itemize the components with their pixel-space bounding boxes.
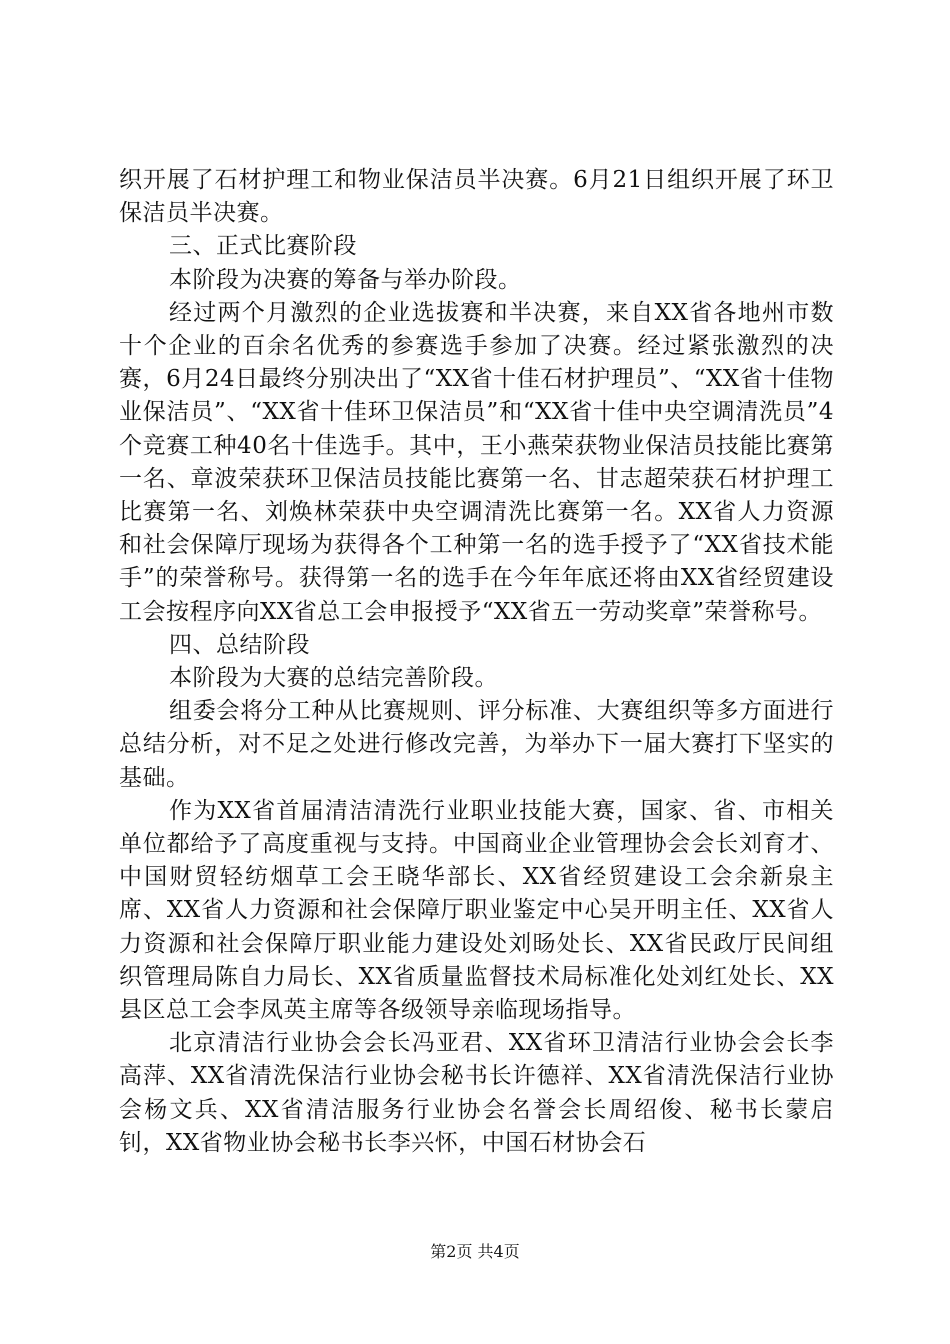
paragraph-stage-description: 本阶段为决赛的筹备与举办阶段。 bbox=[169, 266, 522, 293]
paragraph-final-results: 经过两个月激烈的企业选拔赛和半决赛，来自XX省各地州市数十个企业的百余名优秀的参赛选手参加了决赛。经过紧张激烈的决赛，6月24日最终分别决出了“XX省十佳石材护理员”、“XX省十佳物业保洁员”、“XX省十佳环卫保洁员”和“XX省十佳中央空调清洗员”4个竞赛工种40名十佳选手。其中，王小燕荣获物业保洁员技能比赛第一名、章波荣获环卫保洁员技能比赛第一名、甘志超荣获石材护理工比赛第一名、刘焕林荣获中央空调清洗比赛第一名。XX省人力资源和社会保障厅现场为获得各个工种第一名的选手授予了“XX省技术能手”的荣誉称号。获得第一名的选手在今年年底还将由XX省经贸建设工会按程序向XX省总工会申报授予“XX省五一劳动奖章”荣誉称号。 bbox=[119, 299, 834, 625]
page-number-footer: 第2页 共4页 bbox=[430, 1242, 520, 1261]
section-heading-summary: 四、总结阶段 bbox=[169, 631, 310, 658]
paragraph-continuation: 织开展了石材护理工和物业保洁员半决赛。6月21日组织开展了环卫保洁员半决赛。 bbox=[119, 167, 834, 227]
paragraph-committee-review: 组委会将分工种从比赛规则、评分标准、大赛组织等多方面进行总结分析，对不足之处进行修改完善，为举办下一届大赛打下坚实的基础。 bbox=[119, 698, 834, 791]
paragraph-summary-stage: 本阶段为大赛的总结完善阶段。 bbox=[169, 665, 498, 692]
paragraph-leadership-support: 作为XX省首届清洁清洗行业职业技能大赛，国家、省、市相关单位都给予了高度重视与支持。中国商业企业管理协会会长刘育才、中国财贸轻纺烟草工会王晓华部长、XX省经贸建设工会余新泉主席、XX省人力资源和社会保障厅职业鉴定中心吴开明主任、XX省人力资源和社会保障厅职业能力建设处刘旸处长、XX省民政厅民间组织管理局陈自力局长、XX省质量监督技术局标准化处刘红处长、XX县区总工会李凤英主席等各级领导亲临现场指导。 bbox=[119, 797, 834, 1024]
document-body bbox=[119, 164, 834, 1160]
paragraph-associations: 北京清洁行业协会会长冯亚君、XX省环卫清洁行业协会会长李高萍、XX省清洗保洁行业协会秘书长许德祥、XX省清洗保洁行业协会杨文兵、XX省清洁服务行业协会名誉会长周绍俊、秘书长蒙启钊，XX省物业协会秘书长李兴怀，中国石材协会石 bbox=[119, 1030, 834, 1156]
section-heading-formal-competition: 三、正式比赛阶段 bbox=[169, 233, 357, 260]
